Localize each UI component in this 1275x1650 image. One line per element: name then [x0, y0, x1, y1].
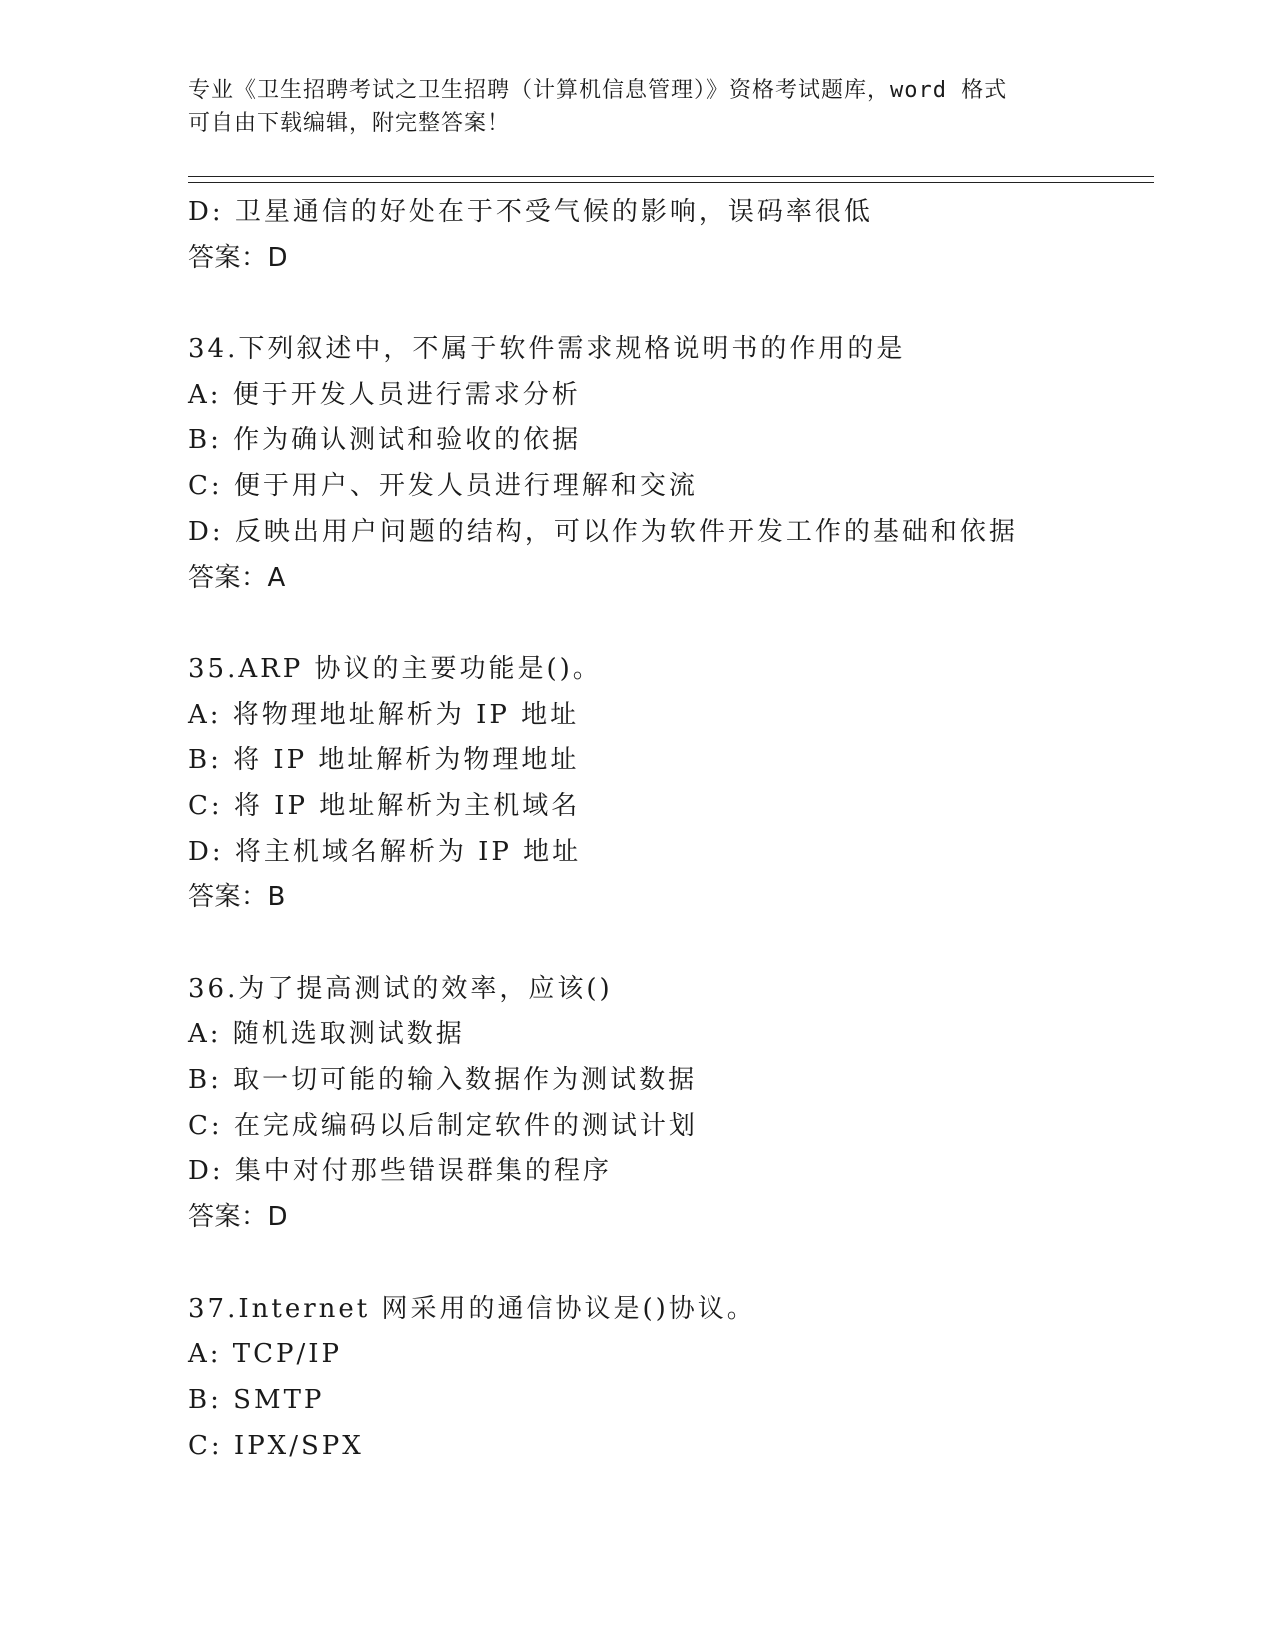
header-line-2: 可自由下载编辑，附完整答案！	[188, 111, 511, 136]
question-stem: 37.Internet 网采用的通信协议是()协议。	[188, 1293, 756, 1324]
spacer	[188, 601, 1154, 647]
question-34	[188, 327, 1154, 601]
option-c: C: IPX/SPX	[188, 1430, 364, 1461]
option-d: D: 集中对付那些错误群集的程序	[188, 1156, 612, 1187]
document-header	[188, 74, 1088, 140]
question-stem: 35.ARP 协议的主要功能是()。	[188, 653, 602, 684]
question-stem: 34.下列叙述中，不属于软件需求规格说明书的作用的是	[188, 334, 906, 365]
option-d: D: 反映出用户问题的结构，可以作为软件开发工作的基础和依据	[188, 516, 1018, 547]
option-b: B: SMTP	[188, 1384, 325, 1415]
header-divider-top	[188, 176, 1154, 177]
option-d: D: 卫星通信的好处在于不受气候的影响，误码率很低	[188, 197, 873, 227]
answer-line: 答案：D	[188, 242, 289, 273]
option-b: B: 将 IP 地址解析为物理地址	[188, 745, 580, 776]
option-b: B: 取一切可能的输入数据作为测试数据	[188, 1065, 698, 1096]
option-c: C: 便于用户、开发人员进行理解和交流	[188, 471, 698, 502]
spacer	[188, 1241, 1154, 1287]
question-list	[188, 190, 1154, 1469]
answer-line: 答案：D	[188, 1202, 289, 1233]
option-c: C: 在完成编码以后制定软件的测试计划	[188, 1110, 698, 1141]
question-37	[188, 1287, 1154, 1470]
option-a: A: 便于开发人员进行需求分析	[188, 379, 581, 410]
spacer	[188, 921, 1154, 967]
question-35	[188, 647, 1154, 921]
header-line-1: 专业《卫生招聘考试之卫生招聘（计算机信息管理）》资格考试题库，word 格式	[188, 78, 1008, 103]
question-stem: 36.为了提高测试的效率，应该()	[188, 973, 613, 1004]
option-a: A: 随机选取测试数据	[188, 1019, 465, 1050]
option-d: D: 将主机域名解析为 IP 地址	[188, 836, 582, 867]
option-b: B: 作为确认测试和验收的依据	[188, 425, 582, 456]
spacer	[188, 281, 1154, 327]
header-divider-bottom	[188, 182, 1154, 183]
answer-line: 答案：A	[188, 562, 286, 593]
option-a: A: 将物理地址解析为 IP 地址	[188, 699, 580, 730]
question-36	[188, 967, 1154, 1241]
answer-line: 答案：B	[188, 882, 286, 913]
option-c: C: 将 IP 地址解析为主机域名	[188, 790, 581, 821]
option-a: A: TCP/IP	[188, 1339, 343, 1370]
